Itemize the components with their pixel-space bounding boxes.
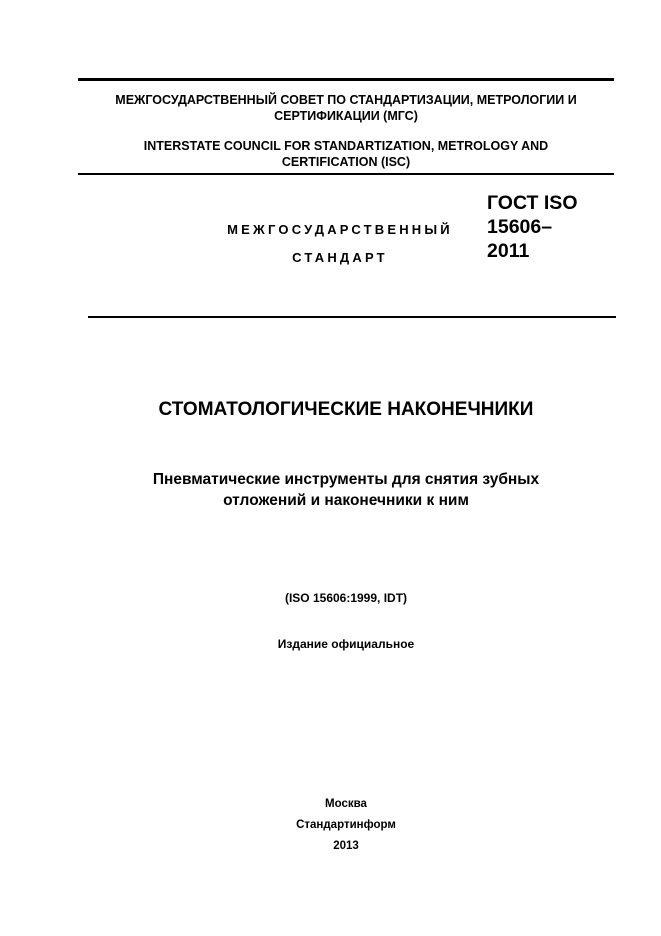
council-en-line-1: INTERSTATE COUNCIL FOR STANDARTIZATION, METROLOGY AND [143,139,549,153]
designation-line-1: ГОСТ ISO [487,192,578,214]
standard-designation [487,191,607,263]
document-title: СТОМАТОЛОГИЧЕСКИЕ НАКОНЕЧНИКИ [158,399,534,420]
top-rule [78,78,614,81]
edition-note: Издание официальное [277,637,415,651]
council-name-english [78,138,614,170]
council-ru-line-1: МЕЖГОСУДАРСТВЕННЫЙ СОВЕТ ПО СТАНДАРТИЗАЦИИ, МЕТРОЛОГИИ И [115,93,577,107]
imprint-year: 2013 [333,840,359,852]
council-name-russian [78,92,614,124]
council-ru-line-2: СЕРТИФИКАЦИИ (МГС) [274,109,418,123]
middle-rule [78,173,614,175]
designation-line-2: 15606– [487,216,553,238]
standard-type-line-1: МЕЖГОСУДАРСТВЕННЫЙ [227,222,453,237]
iso-reference: (ISO 15606:1999, IDT) [284,591,408,605]
standard-type-line-2: СТАНДАРТ [292,250,388,265]
imprint-publisher: Стандартинформ [296,819,396,831]
subtitle-line-1: Пневматические инструменты для снятия зубных [152,471,540,488]
subtitle-line-2: отложений и наконечники к ним [223,492,469,509]
bottom-rule [88,316,616,318]
document-subtitle [40,469,652,511]
imprint-city: Москва [325,798,367,810]
designation-line-3: 2011 [487,240,530,262]
council-en-line-2: CERTIFICATION (ISC) [281,155,411,169]
